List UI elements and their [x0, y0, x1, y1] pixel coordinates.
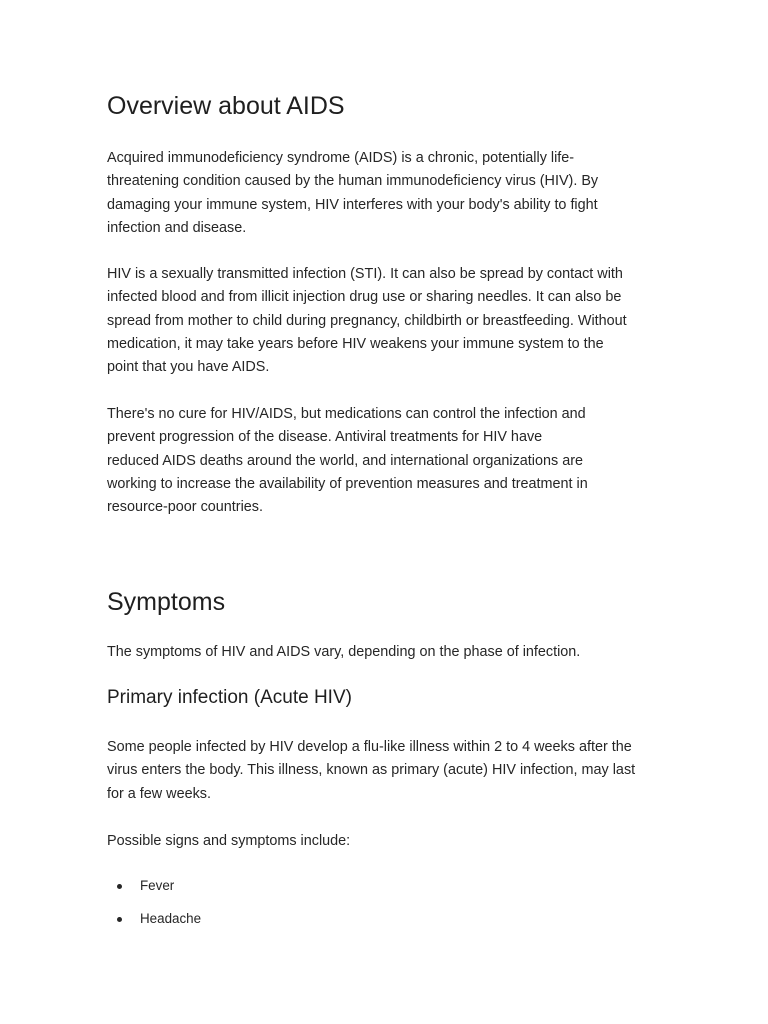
- text-line: prevent progression of the disease. Antiviral treatments for HIV have: [107, 429, 543, 446]
- symptoms-heading: Symptoms: [107, 588, 226, 616]
- primary-infection-heading: Primary infection (Acute HIV): [107, 687, 352, 708]
- text-line: infected blood and from illicit injection drug use or sharing needles. It can also be: [107, 289, 622, 306]
- overview-paragraph-2: [107, 263, 667, 379]
- text-line: virus enters the body. This illness, known as primary (acute) HIV infection, may last: [107, 762, 636, 779]
- list-item-text: Fever: [140, 878, 175, 893]
- list-item-text: Headache: [140, 911, 202, 926]
- text-line: for a few weeks.: [107, 785, 211, 802]
- text-line: Possible signs and symptoms include:: [107, 833, 351, 849]
- signs-intro: [107, 830, 667, 853]
- primary-infection-paragraph: [107, 736, 667, 806]
- overview-heading: Overview about AIDS: [107, 92, 345, 120]
- text-line: There's no cure for HIV/AIDS, but medications can control the infection and: [107, 406, 586, 422]
- text-line: point that you have AIDS.: [107, 359, 270, 376]
- text-line: spread from mother to child during pregnancy, childbirth or breastfeeding. Without: [107, 312, 627, 329]
- text-line: threatening condition caused by the human immunodeficiency virus (HIV). By: [107, 173, 599, 190]
- text-line: HIV is a sexually transmitted infection (STI). It can also be spread by contact with: [107, 266, 623, 282]
- overview-paragraph-3: [107, 403, 667, 519]
- text-line: medication, it may take years before HIV weakens your immune system to the: [107, 335, 604, 352]
- bullet-icon: [117, 917, 122, 922]
- symptoms-intro: [107, 641, 667, 664]
- text-line: resource-poor countries.: [107, 499, 263, 516]
- text-line: damaging your immune system, HIV interferes with your body's ability to fight: [107, 196, 598, 213]
- bullet-icon: [117, 884, 122, 889]
- text-line: working to increase the availability of prevention measures and treatment in: [107, 475, 588, 492]
- text-line: Some people infected by HIV develop a flu-like illness within 2 to 4 weeks after the: [107, 739, 632, 755]
- text-line: The symptoms of HIV and AIDS vary, depending on the phase of infection.: [107, 644, 581, 660]
- text-line: Acquired immunodeficiency syndrome (AIDS) is a chronic, potentially life-: [107, 150, 575, 166]
- text-line: infection and disease.: [107, 219, 247, 236]
- overview-paragraph-1: [107, 147, 667, 240]
- text-line: reduced AIDS deaths around the world, and international organizations are: [107, 452, 584, 469]
